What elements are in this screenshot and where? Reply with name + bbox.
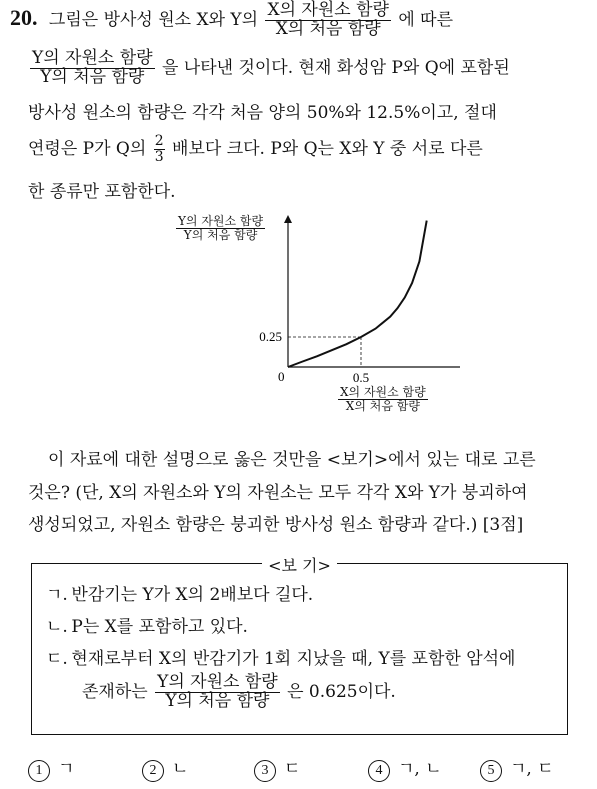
choice-3-number: 3 (254, 760, 276, 782)
choice-2-text: ㄴ (172, 759, 189, 779)
instruction-line-2 (28, 478, 528, 503)
choice-4[interactable] (368, 754, 442, 782)
choice-5[interactable] (480, 754, 554, 782)
question-text-4a: 연령은 P가 Q의 (28, 139, 147, 159)
question-line-4 (28, 134, 483, 165)
y-axis-label-numerator: Y의 자원소 함량 (178, 214, 264, 228)
fraction-x-denominator: X의 처음 함량 (275, 18, 381, 39)
choice-4-text: ㄱ, ㄴ (398, 759, 442, 779)
bogi-item-1 (46, 580, 313, 605)
choice-2[interactable] (142, 754, 188, 782)
bogi-item-3-fraction-denominator: Y의 처음 함량 (165, 690, 270, 711)
y-axis-label-fraction (176, 215, 265, 241)
graph (170, 212, 470, 427)
bogi-item-3-continuation (82, 674, 396, 711)
bogi-title (32, 553, 567, 576)
bogi-item-3-fraction-numerator: Y의 자원소 함량 (157, 672, 278, 692)
choice-1-text: ㄱ (58, 759, 75, 779)
fraction-two-thirds-denominator: 3 (154, 149, 164, 165)
bogi-item-1-text: 반감기는 Y가 X의 2배보다 길다. (71, 585, 314, 605)
bogi-item-2 (46, 612, 248, 637)
x-axis-label-fraction (338, 386, 428, 412)
fraction-y-numerator: Y의 자원소 함량 (32, 48, 153, 68)
question-line-2 (28, 50, 510, 87)
question-text-4b: 배보다 크다. P와 Q는 X와 Y 중 서로 다른 (172, 139, 483, 159)
x-tick-label: 0.5 (352, 370, 370, 385)
x-axis-label-numerator: X의 자원소 함량 (340, 385, 426, 399)
y-axis-label (174, 215, 267, 241)
y-axis-label-denominator: Y의 처음 함량 (183, 227, 258, 242)
bogi-item-3-text-a: 존재하는 (82, 681, 148, 702)
bogi-item-2-text: P는 X를 포함하고 있다. (71, 617, 248, 637)
bogi-item-3-text: 현재로부터 X의 반감기가 1회 지났을 때, Y를 포함한 암석에 (71, 649, 516, 669)
question-text-5: 한 종류만 포함한다. (28, 182, 176, 202)
fraction-x-content (265, 2, 390, 39)
bogi-item-3-fraction (155, 674, 280, 711)
choice-2-number: 2 (142, 760, 164, 782)
instruction-text-2: 것은? (단, X의 자원소와 Y의 자원소는 모두 각각 X와 Y가 붕괴하여 (28, 483, 528, 503)
choice-1[interactable] (28, 754, 74, 782)
bogi-box (31, 556, 568, 735)
y-tick-label: 0.25 (259, 329, 282, 344)
fraction-two-thirds-numerator: 2 (154, 133, 164, 150)
fraction-two-thirds (154, 134, 165, 164)
bogi-title-text: <보 기> (262, 556, 337, 575)
y-axis-arrow (284, 215, 292, 223)
fraction-y-denominator: Y의 처음 함량 (40, 66, 145, 87)
instruction-text-1: 이 자료에 대한 설명으로 옳은 것만을 <보기>에서 있는 대로 고른 (48, 450, 536, 470)
instruction-line-3 (28, 510, 523, 535)
bogi-item-3-text-b: 은 0.625이다. (287, 681, 396, 702)
fraction-x-numerator: X의 자원소 함량 (267, 0, 389, 20)
choice-5-text: ㄱ, ㄷ (510, 759, 554, 779)
question-line-3 (28, 98, 497, 123)
choice-3-text: ㄷ (284, 759, 301, 779)
bogi-item-3 (46, 644, 515, 669)
x-axis-label (336, 386, 430, 412)
question-text-1a: 그림은 방사성 원소 X와 Y의 (48, 9, 259, 30)
question-line-5 (28, 177, 176, 202)
question-line-1 (10, 2, 453, 39)
instruction-line-1 (48, 445, 536, 470)
x-axis-label-denominator: X의 처음 함량 (345, 398, 420, 413)
choice-5-number: 5 (480, 760, 502, 782)
bogi-item-1-mark: ㄱ. (46, 585, 68, 605)
choice-4-number: 4 (368, 760, 390, 782)
bogi-item-2-mark: ㄴ. (46, 617, 68, 637)
instruction-text-3: 생성되었고, 자원소 함량은 붕괴한 방사성 원소 함량과 같다.) [3점] (28, 515, 524, 535)
fraction-y-content (30, 50, 155, 87)
choice-1-number: 1 (28, 760, 50, 782)
question-text-3: 방사성 원소의 함량은 각각 처음 양의 50%와 12.5%이고, 절대 (28, 103, 497, 123)
choice-3[interactable] (254, 754, 300, 782)
question-text-1b: 에 따른 (398, 9, 454, 30)
question-number: 20. (10, 4, 38, 30)
data-curve (288, 221, 427, 367)
bogi-item-3-mark: ㄷ. (46, 649, 68, 669)
question-text-2b: 을 나타낸 것이다. 현재 화성암 P와 Q에 포함된 (161, 57, 510, 78)
origin-label: 0 (278, 369, 285, 384)
